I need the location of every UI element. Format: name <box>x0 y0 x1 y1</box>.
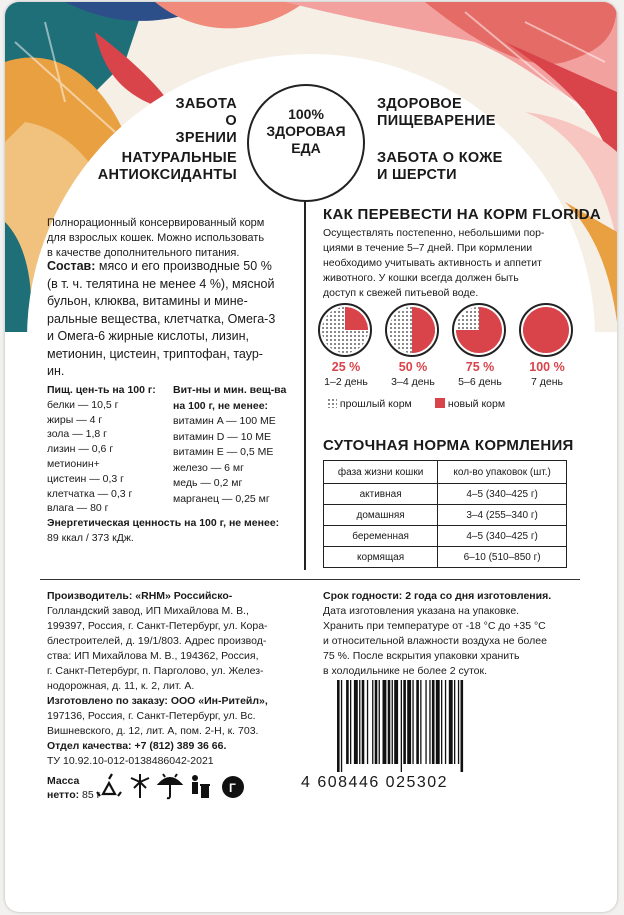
transition-title: КАК ПЕРЕВЕСТИ НА КОРМ FLORIDA <box>323 206 601 223</box>
producer-info: Производитель: «RHM» Российско- Голландский завод, ИП Михайлова М. В., 199397, Россия, г. Санкт-Петербург, ул. Кора- блестроителей, д. 19/1/803. Адрес производ- ства: ИП Михайлова М. В., 194362, Россия, г. Санкт-Петербург, п. Парголово, ул. Желез- нодорожная, д. 11, к. 2, лит. А. Изготовлено по заказу: ООО «Ин-Ритейл», 197136, Россия, г. Санкт-Петербург, ул. Вс. Вишневского, д. 12, лит. А, пом. 2-Н, к. 703. Отдел качества: +7 (812) 389 36 66. ТУ 10.92.10-012-0138486042-2021 <box>47 590 268 767</box>
legend-old-food: прошлый корм <box>327 398 412 410</box>
transition-pie-4 <box>520 304 572 356</box>
section-divider <box>40 579 580 580</box>
trash-person-icon <box>192 775 210 798</box>
svg-text:Г: Г <box>229 781 236 795</box>
cell: 4–5 (340–425 г) <box>438 526 567 547</box>
packaging-icons <box>95 770 265 804</box>
composition: Состав: мясо и его производные 50 % (в т. ч. телятина не менее 4 %), мясной бульон, клюква, витамины и минe- ральные вещества, клетчатка, Омега-3 и Омега-6 жирные кислоты, лизин, метионин, цистеин, триптофан, таур- ин. <box>47 259 276 378</box>
dotted-square-icon <box>327 398 337 408</box>
transition-pie-3 <box>453 304 505 356</box>
header-phase: фаза жизни кошки <box>324 461 438 484</box>
step-3: 75 % 5–6 день <box>458 360 502 388</box>
transition-pie-1 <box>319 304 371 356</box>
palm-icon <box>131 774 149 798</box>
recycle-icon <box>97 774 121 796</box>
cell: домашняя <box>324 505 438 526</box>
umbrella-icon <box>159 774 181 798</box>
legend-new-food: новый корм <box>435 398 505 410</box>
cell: кормящая <box>324 547 438 568</box>
step-1: 25 % 1–2 день <box>324 360 368 388</box>
vitamins-minerals: Вит-ны и мин. вещ-ва на 100 г, не менее: витамин A — 100 МЕ витамин D — 10 МЕ витамин E — 0,5 МЕ железо — 6 мг медь — 0,2 мг марганец — 0,25 мг <box>173 384 287 505</box>
barcode <box>323 680 568 772</box>
table-row <box>324 505 567 526</box>
daily-norm-table <box>323 460 567 568</box>
nutrition-values: Пищ. цен-ть на 100 г: белки — 10,5 г жиры — 4 г зола — 1,8 г лизин — 0,6 г метионин+ цистеин — 0,3 г клетчатка — 0,3 г влага — 80 г <box>47 384 156 515</box>
table-row <box>324 547 567 568</box>
step-2: 50 % 3–4 день <box>391 360 435 388</box>
intro-text: Полнорационный консервированный корм для взрослых кошек. Можно использовать в качестве дополнительного питания. <box>47 217 265 259</box>
benefit-antioxidants: НАТУРАЛЬНЫЕ АНТИОКСИДАНТЫ <box>97 150 237 183</box>
transition-text: Осуществлять постепенно, небольшими пор- циями в течение 5–7 дней. При кормлении необходимо учитывать активность и аппетит животного. У кошки всегда должен быть доступ к свежей питьевой воде. <box>323 227 545 299</box>
barcode-number: 4 608446 025302 <box>301 774 449 791</box>
cell: беременная <box>324 526 438 547</box>
cell: 3–4 (255–340 г) <box>438 505 567 526</box>
cell: 4–5 (340–425 г) <box>438 484 567 505</box>
storage-info: Срок годности: 2 года со дня изготовления. Дата изготовления указана на упаковке. Хранить при температуре от -18 °C до +35 °C и относительной влажности воздуха не более 75 %. После вскрытия упаковки хранить в холодильнике не более 2 суток. <box>323 590 552 677</box>
cell: 6–10 (510–850 г) <box>438 547 567 568</box>
package-back <box>5 2 617 912</box>
center-divider <box>304 200 306 570</box>
benefit-eyes: ЗАБОТА О ЗРЕНИИ <box>175 96 237 146</box>
quality-mark-icon <box>222 776 244 798</box>
net-mass: Масса нетто: 85 г <box>47 775 101 801</box>
transition-pies <box>317 302 587 358</box>
step-4: 100 % 7 день <box>529 360 565 388</box>
table-row <box>324 484 567 505</box>
benefit-digestion: ЗДОРОВОЕ ПИЩЕВАРЕНИЕ <box>377 96 496 129</box>
energy-value: Энергетическая ценность на 100 г, не менее: 89 ккал / 373 кДж. <box>47 517 280 544</box>
benefit-skin: ЗАБОТА О КОЖЕ И ШЕРСТИ <box>377 150 503 183</box>
healthy-food-badge: 100% ЗДОРОВАЯ ЕДА <box>247 84 365 202</box>
table-row <box>324 526 567 547</box>
red-square-icon <box>435 398 445 408</box>
transition-pie-2 <box>386 304 438 356</box>
daily-norm-title: СУТОЧНАЯ НОРМА КОРМЛЕНИЯ <box>323 437 574 454</box>
cell: активная <box>324 484 438 505</box>
table-header <box>324 461 567 484</box>
header-amount: кол-во упаковок (шт.) <box>438 461 567 484</box>
